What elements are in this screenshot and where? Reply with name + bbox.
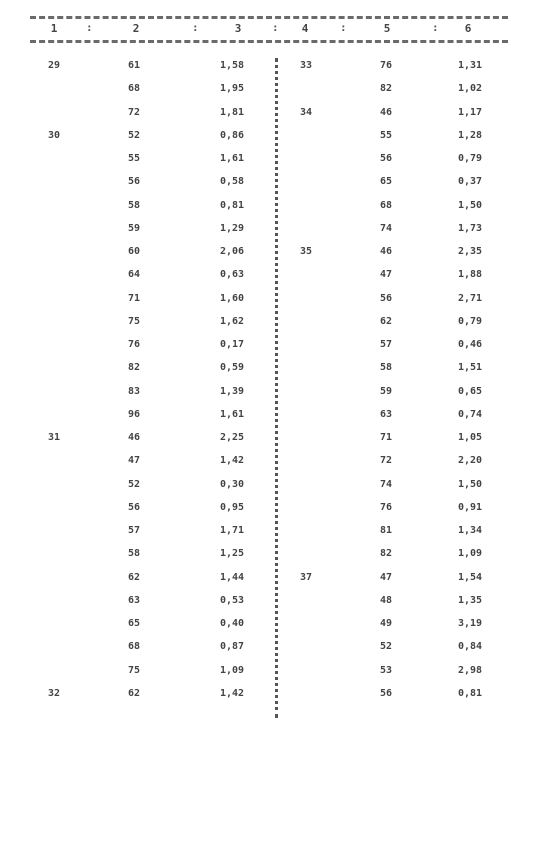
value-cell: 68 xyxy=(380,199,393,211)
coefficient-cell: 1,44 xyxy=(220,571,245,583)
coefficient-cell: 0,81 xyxy=(220,199,245,211)
coefficient-cell: 1,05 xyxy=(458,432,483,443)
column-header-1: 1 xyxy=(50,22,58,35)
column-header-3: 3 xyxy=(234,22,242,35)
value-cell: 62 xyxy=(380,315,393,327)
value-cell: 72 xyxy=(380,455,393,467)
group-number-cell: 32 xyxy=(48,687,61,699)
value-cell: 71 xyxy=(380,432,393,443)
value-cell: 76 xyxy=(128,339,141,350)
header-separator: : xyxy=(432,21,439,34)
header-separator: : xyxy=(272,21,279,34)
header-rule-bottom xyxy=(30,40,508,43)
coefficient-cell: 2,71 xyxy=(458,292,483,304)
coefficient-cell: 0,46 xyxy=(458,339,483,350)
value-cell: 62 xyxy=(128,571,141,583)
coefficient-cell: 0,40 xyxy=(220,618,245,629)
value-cell: 57 xyxy=(380,339,393,350)
value-cell: 56 xyxy=(128,501,141,513)
coefficient-cell: 0,86 xyxy=(220,129,245,141)
column-header-5: 5 xyxy=(383,22,391,35)
coefficient-cell: 1,61 xyxy=(220,408,245,420)
coefficient-cell: 1,09 xyxy=(220,664,245,676)
value-cell: 46 xyxy=(128,432,141,443)
coefficient-cell: 2,98 xyxy=(458,664,483,676)
value-cell: 47 xyxy=(380,571,393,583)
coefficient-cell: 3,19 xyxy=(458,618,483,629)
value-cell: 59 xyxy=(380,385,393,397)
coefficient-cell: 1,58 xyxy=(220,60,245,71)
coefficient-cell: 0,65 xyxy=(458,385,483,397)
center-divider xyxy=(275,58,278,718)
value-cell: 83 xyxy=(128,385,141,397)
value-cell: 74 xyxy=(380,222,393,234)
coefficient-cell: 1,51 xyxy=(458,362,483,374)
value-cell: 56 xyxy=(380,687,393,699)
value-cell: 63 xyxy=(128,594,141,606)
coefficient-cell: 1,39 xyxy=(220,385,245,397)
coefficient-cell: 1,34 xyxy=(458,525,483,536)
column-header-4: 4 xyxy=(301,22,309,35)
value-cell: 55 xyxy=(380,129,393,141)
coefficient-cell: 2,35 xyxy=(458,246,483,257)
header-rule-top xyxy=(30,16,508,19)
coefficient-cell: 0,91 xyxy=(458,501,483,513)
coefficient-cell: 1,88 xyxy=(458,269,483,281)
coefficient-cell: 1,25 xyxy=(220,548,245,560)
value-cell: 76 xyxy=(380,60,393,71)
header-separator: : xyxy=(340,21,347,34)
coefficient-cell: 0,95 xyxy=(220,501,245,513)
value-cell: 53 xyxy=(380,664,393,676)
coefficient-cell: 0,81 xyxy=(458,687,483,699)
value-cell: 61 xyxy=(128,60,141,71)
coefficient-cell: 0,37 xyxy=(458,176,483,188)
value-cell: 46 xyxy=(380,106,393,118)
coefficient-cell: 1,42 xyxy=(220,687,245,699)
coefficient-cell: 1,09 xyxy=(458,548,483,560)
coefficient-cell: 2,06 xyxy=(220,246,245,257)
group-number-cell: 29 xyxy=(48,60,61,71)
coefficient-cell: 1,50 xyxy=(458,199,483,211)
coefficient-cell: 0,63 xyxy=(220,269,245,281)
value-cell: 49 xyxy=(380,618,393,629)
value-cell: 65 xyxy=(128,618,141,629)
coefficient-cell: 1,02 xyxy=(458,83,483,95)
value-cell: 72 xyxy=(128,106,141,118)
value-cell: 58 xyxy=(128,199,141,211)
group-number-cell: 33 xyxy=(300,60,313,71)
value-cell: 56 xyxy=(380,292,393,304)
header-separator: : xyxy=(86,21,93,34)
value-cell: 56 xyxy=(380,153,393,164)
value-cell: 48 xyxy=(380,594,393,606)
value-cell: 62 xyxy=(128,687,141,699)
value-cell: 82 xyxy=(380,548,393,560)
value-cell: 96 xyxy=(128,408,141,420)
coefficient-cell: 0,84 xyxy=(458,641,483,653)
group-number-cell: 35 xyxy=(300,246,313,257)
coefficient-cell: 1,50 xyxy=(458,478,483,490)
coefficient-cell: 1,62 xyxy=(220,315,245,327)
coefficient-cell: 0,30 xyxy=(220,478,245,490)
value-cell: 60 xyxy=(128,246,141,257)
coefficient-cell: 0,74 xyxy=(458,408,483,420)
value-cell: 57 xyxy=(128,525,141,536)
coefficient-cell: 1,29 xyxy=(220,222,245,234)
coefficient-cell: 2,25 xyxy=(220,432,245,443)
group-number-cell: 34 xyxy=(300,106,313,118)
coefficient-cell: 0,53 xyxy=(220,594,245,606)
coefficient-cell: 1,61 xyxy=(220,153,245,164)
value-cell: 58 xyxy=(128,548,141,560)
value-cell: 59 xyxy=(128,222,141,234)
coefficient-cell: 0,87 xyxy=(220,641,245,653)
coefficient-cell: 1,42 xyxy=(220,455,245,467)
value-cell: 75 xyxy=(128,664,141,676)
coefficient-cell: 1,71 xyxy=(220,525,245,536)
value-cell: 71 xyxy=(128,292,141,304)
column-header-6: 6 xyxy=(464,22,472,35)
value-cell: 52 xyxy=(380,641,393,653)
coefficient-cell: 1,95 xyxy=(220,83,245,95)
header-separator: : xyxy=(192,21,199,34)
coefficient-cell: 1,54 xyxy=(458,571,483,583)
value-cell: 68 xyxy=(128,641,141,653)
value-cell: 68 xyxy=(128,83,141,95)
coefficient-cell: 0,79 xyxy=(458,315,483,327)
coefficient-cell: 1,31 xyxy=(458,60,483,71)
value-cell: 81 xyxy=(380,525,393,536)
value-cell: 64 xyxy=(128,269,141,281)
value-cell: 76 xyxy=(380,501,393,513)
coefficient-cell: 1,28 xyxy=(458,129,483,141)
value-cell: 55 xyxy=(128,153,141,164)
value-cell: 52 xyxy=(128,478,141,490)
value-cell: 58 xyxy=(380,362,393,374)
coefficient-cell: 1,17 xyxy=(458,106,483,118)
value-cell: 46 xyxy=(380,246,393,257)
coefficient-cell: 0,79 xyxy=(458,153,483,164)
coefficient-cell: 0,59 xyxy=(220,362,245,374)
value-cell: 56 xyxy=(128,176,141,188)
group-number-cell: 30 xyxy=(48,129,61,141)
value-cell: 63 xyxy=(380,408,393,420)
coefficient-cell: 1,81 xyxy=(220,106,245,118)
group-number-cell: 31 xyxy=(48,432,61,443)
coefficient-cell: 1,73 xyxy=(458,222,483,234)
value-cell: 47 xyxy=(380,269,393,281)
coefficient-cell: 1,35 xyxy=(458,594,483,606)
coefficient-cell: 0,17 xyxy=(220,339,245,350)
column-header-2: 2 xyxy=(132,22,140,35)
group-number-cell: 37 xyxy=(300,571,313,583)
value-cell: 82 xyxy=(128,362,141,374)
value-cell: 47 xyxy=(128,455,141,467)
coefficient-cell: 2,20 xyxy=(458,455,483,467)
coefficient-cell: 1,60 xyxy=(220,292,245,304)
value-cell: 52 xyxy=(128,129,141,141)
value-cell: 82 xyxy=(380,83,393,95)
value-cell: 74 xyxy=(380,478,393,490)
value-cell: 65 xyxy=(380,176,393,188)
coefficient-cell: 0,58 xyxy=(220,176,245,188)
value-cell: 75 xyxy=(128,315,141,327)
